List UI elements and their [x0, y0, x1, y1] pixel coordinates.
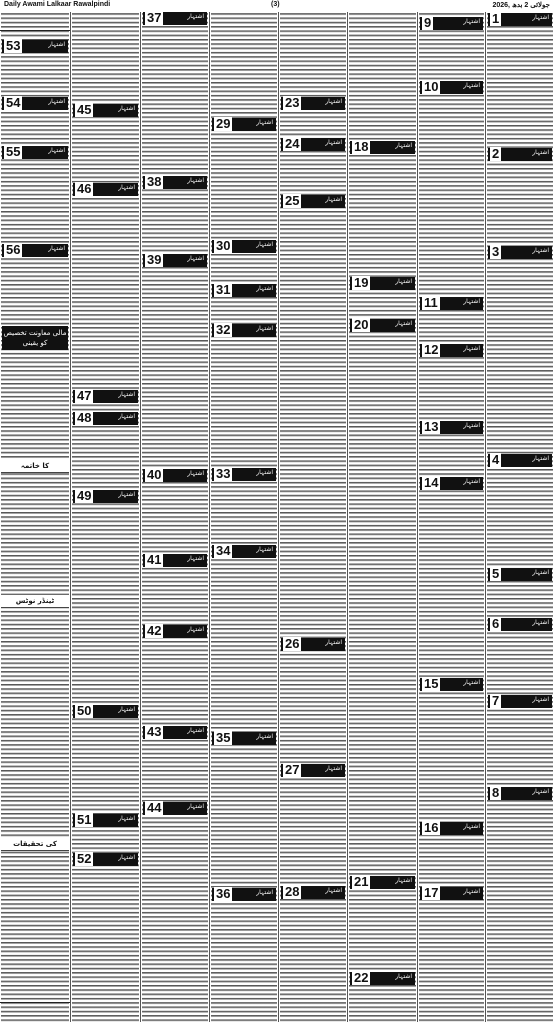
ad-tag: 18 اشتہار	[350, 141, 415, 154]
ad-tag: 44 اشتہار	[143, 802, 207, 815]
column-text	[211, 12, 277, 1022]
headline-box: مالی معاونت تخصیص کو یقینی	[2, 326, 68, 350]
ad-tag: 31 اشتہار	[212, 284, 276, 297]
ad-tag: 48 اشتہار	[73, 412, 138, 425]
ad-tag: 16 اشتہار	[420, 822, 483, 835]
ad-tag: 14 اشتہار	[420, 477, 483, 490]
ad-tag: 37 اشتہار	[143, 12, 207, 25]
ad-tag: 8 اشتہار	[488, 787, 552, 800]
ad-tag: 26 اشتہار	[281, 638, 345, 651]
column-6	[141, 12, 210, 1022]
ad-tag: 17 اشتہار	[420, 887, 483, 900]
column-3	[348, 12, 418, 1022]
ad-tag: 49 اشتہار	[73, 490, 138, 503]
column-text	[142, 12, 208, 1022]
ad-tag: 5 اشتہار	[488, 568, 552, 581]
ad-tag: 34 اشتہار	[212, 545, 276, 558]
ad-tag: 28 اشتہار	[281, 886, 345, 899]
ad-tag: 38 اشتہار	[143, 176, 207, 189]
ad-tag: 41 اشتہار	[143, 554, 207, 567]
ad-tag: 45 اشتہار	[73, 104, 138, 117]
ad-tag: 23 اشتہار	[281, 97, 345, 110]
column-7	[71, 12, 141, 1022]
ad-tag: 39 اشتہار	[143, 254, 207, 267]
ad-tag: 13 اشتہار	[420, 421, 483, 434]
ad-tag: 29 اشتہار	[212, 118, 276, 131]
ad-tag: 30 اشتہار	[212, 240, 276, 253]
ad-tag: 6 اشتہار	[488, 618, 552, 631]
headline-bar: کا خاتمہ	[1, 460, 69, 473]
publication-name: Daily Awami Lalkaar Rawalpindi	[4, 1, 111, 8]
ad-tag: 15 اشتہار	[420, 678, 483, 691]
ad-tag: 2 اشتہار	[488, 148, 552, 161]
column-4	[279, 12, 348, 1022]
ad-tag: 43 اشتہار	[143, 726, 207, 739]
ad-tag: 32 اشتہار	[212, 324, 276, 337]
ad-tag: 9 اشتہار	[420, 17, 483, 30]
ad-tag: 52 اشتہار	[73, 853, 138, 866]
ad-tag: 7 اشتہار	[488, 695, 552, 708]
ad-tag: 35 اشتہار	[212, 732, 276, 745]
ad-tag: 19 اشتہار	[350, 277, 415, 290]
page-header	[0, 0, 554, 12]
ad-tag: 22 اشتہار	[350, 972, 415, 985]
column-text	[280, 12, 346, 1022]
ad-tag: 53 اشتہار	[2, 40, 68, 53]
ad-tag: 3 اشتہار	[488, 246, 552, 259]
column-8	[0, 12, 71, 1022]
ad-tag: 11 اشتہار	[420, 297, 483, 310]
column-divider	[0, 1002, 70, 1003]
column-5	[210, 12, 279, 1022]
ad-tag: 51 اشتہار	[73, 814, 138, 827]
issue-date: 2026, جولائی 2 بدھ	[492, 2, 550, 9]
page-number: (3)	[271, 1, 280, 8]
ad-tag: 21 اشتہار	[350, 876, 415, 889]
ad-tag: 4 اشتہار	[488, 454, 552, 467]
column-text	[1, 12, 69, 1022]
ad-tag: 20 اشتہار	[350, 319, 415, 332]
ad-tag: 12 اشتہار	[420, 344, 483, 357]
column-2	[418, 12, 486, 1022]
column-text	[487, 12, 553, 1022]
ad-tag: 56 اشتہار	[2, 244, 68, 257]
ad-tag: 40 اشتہار	[143, 469, 207, 482]
ad-tag: 25 اشتہار	[281, 195, 345, 208]
ad-tag: 54 اشتہار	[2, 97, 68, 110]
headline-bar: ٹینڈر نوٹس	[1, 595, 69, 608]
column-text	[72, 12, 139, 1022]
ad-tag: 33 اشتہار	[212, 468, 276, 481]
ad-tag: 46 اشتہار	[73, 183, 138, 196]
headline-bar: کی تحقیقات	[1, 838, 69, 851]
ad-tag: 42 اشتہار	[143, 625, 207, 638]
ad-tag: 1 اشتہار	[488, 13, 552, 26]
column-text	[349, 12, 416, 1022]
ad-tag: 10 اشتہار	[420, 81, 483, 94]
ad-tag: 47 اشتہار	[73, 390, 138, 403]
ad-tag: 27 اشتہار	[281, 764, 345, 777]
ad-tag: 24 اشتہار	[281, 138, 345, 151]
ad-tag: 50 اشتہار	[73, 705, 138, 718]
column-1	[486, 12, 554, 1022]
column-text	[419, 12, 484, 1022]
ad-tag: 36 اشتہار	[212, 888, 276, 901]
column-divider	[0, 30, 70, 31]
ad-tag: 55 اشتہار	[2, 146, 68, 159]
